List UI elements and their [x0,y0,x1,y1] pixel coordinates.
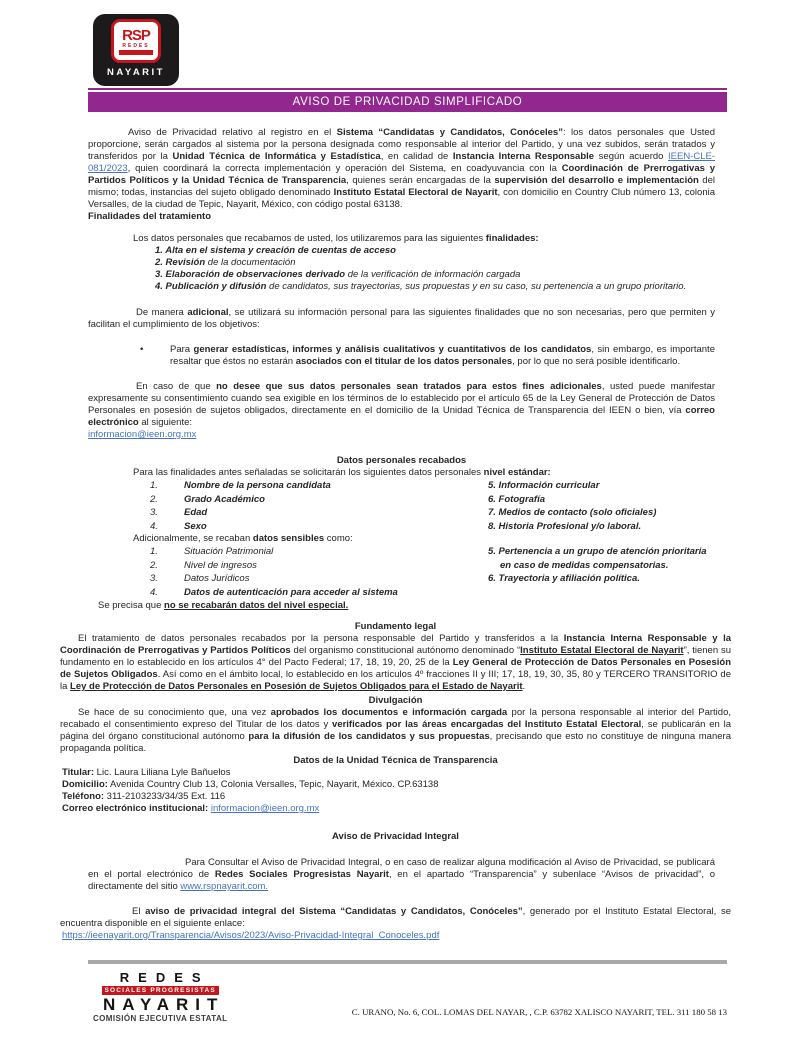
text-segment: del mismo; todas, instancias del sujeto obligado denominado [88,175,715,198]
list-item [150,493,488,507]
item-text [184,560,257,571]
standard-left-column [88,479,488,533]
text-segment: , en el apartado “Transparencia” y subenlace “Avisos de privacidad”, o directamente del sitio [88,869,716,892]
text-link[interactable]: IEEN-CLE-081/2023 [88,151,716,174]
intro-paragraph [88,127,715,211]
list-item [488,545,715,572]
text-segment: Correo electrónico institucional: [62,803,209,814]
text-segment: , precisando que esto no constituye de ninguna manera propaganda política. [60,731,731,754]
text-segment: 311-2103233/34/35 Ext. 116 [104,791,226,802]
text-segment: no se recabarán datos del nivel especial. [164,600,349,611]
item-text [184,521,207,532]
email-link[interactable]: informacion@ieen.org.mx [88,429,197,440]
text-segment: supervisión del desarrollo e implementación [494,175,699,186]
sensibles-data-columns [88,545,715,599]
text-segment: , sin embargo, es importante resaltar que éstos no estarán [170,344,715,367]
text-segment: al siguiente: [138,417,193,428]
list-item [155,281,715,293]
text-segment: Instancia Interna Responsable [452,151,595,162]
item-number: 3. [150,507,158,518]
text-segment: De manera [136,307,188,318]
contact-row-correo [62,803,731,815]
text-segment: Coordinación de Prerrogativas y Partidos Políticos y la Unidad Técnica de Transparencia [88,163,716,186]
text-segment: Ley de Protección de Datos Personales en Posesión de Sujetos Obligados para el Estado de Nayarit [70,681,523,692]
footer-address: C. URANO, No. 6, COL. LOMAS DEL NAYAR, , C.P. 63782 XALISCO NAYARIT, TEL. 311 180 58 13 [351,1007,727,1017]
footer-sociales-progresistas-band: SOCIALES PROGRESISTAS [102,986,219,995]
footer-comision-text: COMISIÓN EJECUTIVA ESTATAL [93,1014,228,1023]
contact-row-titular [62,767,731,779]
sensibles-intro [133,533,715,545]
integral-pdf-link[interactable]: https://ieenayarit.org/Transparencia/Avisos/2023/Aviso-Privacidad-Integral_Conoceles.pdf [62,930,440,941]
text-segment: 7. Medios de contacto (solo oficiales) [488,507,657,518]
sensibles-right-column [488,545,715,599]
text-segment: , se utilizará su información personal para las siguientes finalidades que no son necesarias, pero que permiten y facilitan el cumplimiento de los objetivos: [88,307,715,330]
text-segment: para la difusión de los candidatos y sus propuestas [248,731,490,742]
text-segment: de la verificación de información cargada [345,269,521,280]
text-segment: , quienes serán encargadas de la [346,175,495,186]
text-segment: 8. Historia Profesional y/o laboral. [488,520,642,532]
text-link[interactable]: www.rspnayarit.com. [180,881,269,892]
item-text [184,573,249,584]
text-segment: 6. Trayectoria y afiliación política. [488,573,640,584]
banner-top-line [88,88,727,90]
list-item [150,559,488,573]
text-segment: de la documentación [205,257,296,268]
page-title: AVISO DE PRIVACIDAD SIMPLIFICADO [88,92,727,112]
text-segment: Los datos personales que recabamos de usted, los utilizaremos para las siguientes [133,233,486,244]
text-segment: aprobados los documentos e información cargada [270,707,508,718]
standard-data-columns [88,479,715,533]
fundamento-paragraph [60,633,731,693]
footer-nayarit-text: NAYARIT [102,995,225,1014]
item-text [184,587,398,598]
list-item [150,506,488,520]
text-segment: : los datos personales que Usted proporcione, serán cargados al sistema por la persona designada como responsable al interior del Partido, y una vez subidos, serán tratados y transferidos por la [88,127,715,162]
integral-link-line [62,930,731,942]
list-item [488,493,715,507]
rsp-logo-nayarit-text: NAYARIT [107,67,165,78]
recabados-heading: Datos personales recabados [336,455,467,466]
document-body [88,127,715,612]
list-item [488,479,715,493]
text-segment: Se hace de su conocimiento que, una vez [78,707,271,718]
text-segment: Aviso de Privacidad relativo al registro en el [128,127,337,138]
text-segment: , generado por el Instituto Estatal Electoral, se encuentra disponible en el siguiente enlace: [60,906,731,929]
text-segment: 2. Revisión [155,257,206,268]
text-segment: generar estadísticas, informes y análisis cualitativos y cuantitativos de los candidatos [193,344,592,355]
footer-redes-text: REDES [119,970,210,985]
divulgacion-paragraph [60,707,731,755]
list-item [488,506,715,520]
text-segment: Datos de autenticación para acceder al sistema [184,586,398,598]
item-number: 2. [150,493,158,505]
divulgacion-heading: Divulgación [368,695,423,706]
footer-divider [88,960,727,964]
text-link[interactable]: informacion@ieen.org.mx [210,803,320,814]
text-segment: de candidatos, sus trayectorias, sus propuestas y en su caso, su pertenencia a un grupo prioritario. [266,281,687,292]
integral-paragraph-2 [60,906,731,930]
optout-paragraph [88,381,715,429]
text-segment: como: [324,533,353,544]
text-segment: El tratamiento de datos personales recabados por la persona responsable del Partido y transferidos a la [78,633,564,644]
contact-row-domicilio [62,779,731,791]
text-segment: Se precisa que [98,600,165,611]
finalidades-heading: Finalidades del tratamiento [88,211,211,222]
optout-link-line [88,429,715,441]
text-segment: adicional [187,307,229,318]
rsp-logo-red-bar [119,50,153,55]
text-segment: Para las finalidades antes señaladas se solicitarán los siguientes datos personales [133,467,484,478]
text-segment: Para [170,344,194,355]
text-segment: 3. Elaboración de observaciones derivado [155,269,346,280]
text-segment: 1. Alta en el sistema y creación de cuentas de acceso [155,245,396,256]
text-segment: asociados con el titular de los datos personales [295,356,513,367]
text-segment: Avenida Country Club 13, Colonia Versalles, Tepic, Nayarit, México. CP.63138 [107,779,439,790]
recabados-intro [133,467,715,479]
item-text [184,546,273,557]
text-segment: Unidad Técnica de Informática y Estadística [172,151,381,162]
text-segment: Sexo [184,520,207,532]
text-segment: según acuerdo [594,151,669,162]
integral-paragraph-1 [88,857,715,893]
text-segment: Situación Patrimonial [184,546,274,557]
text-segment: datos sensibles [252,533,325,544]
privacy-notice-page [0,14,791,1038]
bullet-text [170,344,715,368]
list-item [150,520,488,534]
rsp-logo-redes-text: REDES [122,42,150,49]
text-segment: 4. Publicación y difusión [155,281,267,292]
text-segment: nivel estándar: [483,467,551,478]
list-item [150,586,488,600]
text-segment: 6. Fotografía [488,493,546,505]
standard-right-column [488,479,715,533]
text-segment: verificados por las áreas encargadas del Instituto Estatal Electoral [332,719,642,730]
text-segment: por la persona responsable al interior del Partido, recabado el consentimiento expreso del Titular de los datos y [60,707,732,730]
finalidades-block [133,233,715,293]
adicional-bullet-item [140,344,715,368]
text-segment: Instancia Interna Responsable y la Coordinación de Prerrogativas y Partidos Políticos [60,633,731,656]
list-item [155,245,715,257]
text-segment: , usted puede manifestar expresamente su consentimiento cuando sea exigible en los términos de lo establecido por el artículo 65 de la Ley General de Protección de Datos Personales en posesión de sujetos obligados, directamente en el domicilio de la Unidad Técnica de Transparencia del IEEN o bien, vía [88,381,715,416]
utt-contact-block [62,767,731,815]
text-segment: En caso de que [136,381,217,392]
text-segment: , quien coordinará la correcta implementación y operación del Sistema, en coadyuvancia con la [127,163,562,174]
text-segment: Domicilio: [62,779,108,790]
utt-heading: Datos de la Unidad Técnica de Transparencia [293,755,498,766]
list-item [488,572,715,586]
sensibles-left-column [88,545,488,599]
finalidades-intro [133,233,715,245]
text-segment: . Así como en el ámbito local, lo establecido en los artículos 4º fracciones II y III; 17, 18, 19, 30, 35, 80 y TERCERO TRANSITORIO de la [60,669,731,692]
text-segment: Lic. Laura Liliana Lyle Bañuelos [94,767,231,778]
item-number: 1. [150,546,158,557]
text-segment: Instituto Estatal Electoral de Nayarit [520,645,684,656]
list-item [150,479,488,493]
text-segment: 5. Información curricular [488,480,600,491]
item-number: 4. [150,520,158,532]
text-segment: Instituto Estatal Electoral de Nayarit [333,187,498,198]
item-text [184,507,207,518]
text-segment: Ley General de Protección de Datos Personales en Posesión de Sujetos Obligados [60,657,731,680]
text-segment: , en calidad de [380,151,453,162]
list-item [150,572,488,586]
list-item [150,545,488,559]
rsp-logo-text: RSP [122,26,150,44]
item-text [184,480,331,491]
item-number: 2. [150,559,158,571]
text-segment: 5. Pertenencia a un grupo de atención prioritaria en caso de medidas compensatorias. [488,546,707,571]
adicional-paragraph [88,307,715,331]
text-segment: no desee que sus datos personales sean tratados para estos fines adicionales [216,381,602,392]
text-segment: El [132,906,146,917]
text-segment: Grado Académico [184,493,265,505]
item-number: 1. [150,480,158,491]
text-segment: Nombre de la persona candidata [184,480,331,491]
text-segment: , con domicilio en Country Club número 13, colonia Versalles, de la ciudad de Tepic, Nayarit, México, con código postal 63138. [88,187,715,210]
integral-heading: Aviso de Privacidad Integral [332,831,459,842]
item-text [184,494,265,505]
footer-party-logo [93,971,227,1024]
rsp-party-logo [93,14,179,86]
contact-row-telefono [62,791,731,803]
text-segment: correo electrónico [88,405,715,428]
text-segment: aviso de privacidad integral del Sistema “Candidatas y Candidatos, Conóceles” [145,906,523,917]
text-segment: Edad [184,507,208,518]
fundamento-heading: Fundamento legal [354,621,437,632]
text-segment: del organismo constitucional autónomo denominado “ [290,645,521,656]
list-item [155,257,715,269]
footer [93,971,727,1024]
legal-sections [60,621,731,942]
item-number: 3. [150,573,158,584]
item-number: 4. [150,586,158,598]
text-segment: Titular: [62,767,95,778]
no-special-data-note [98,600,715,612]
text-segment: Adicionalmente, se recaban [133,533,253,544]
text-segment: Nivel de ingresos [184,559,257,571]
text-segment: finalidades: [485,233,539,244]
text-segment: Redes Sociales Progresistas Nayarit [214,869,389,880]
rsp-logo-emblem [111,19,161,63]
list-item [155,269,715,281]
text-segment: , por lo que no será posible identificarlo. [512,356,681,367]
text-segment: Teléfono: [62,791,105,802]
text-segment: ”, tienen su fundamento en lo establecido en los artículos 4° del Pacto Federal; 17, 18, 19, 20, 25 de la [60,645,731,668]
bullet-icon: • [140,344,144,355]
text-segment: , se publicarán en la página del órgano constitucional autónomo [60,719,731,742]
text-segment: Datos Jurídicos [184,573,250,584]
text-segment: . [522,681,526,692]
text-segment: Sistema “Candidatas y Candidatos, Conóceles” [336,127,563,138]
list-item [488,520,715,534]
text-segment: Para Consultar el Aviso de Privacidad Integral, o en caso de realizar alguna modificación al Aviso de Privacidad, se publicará en el portal electrónico de [88,857,715,880]
